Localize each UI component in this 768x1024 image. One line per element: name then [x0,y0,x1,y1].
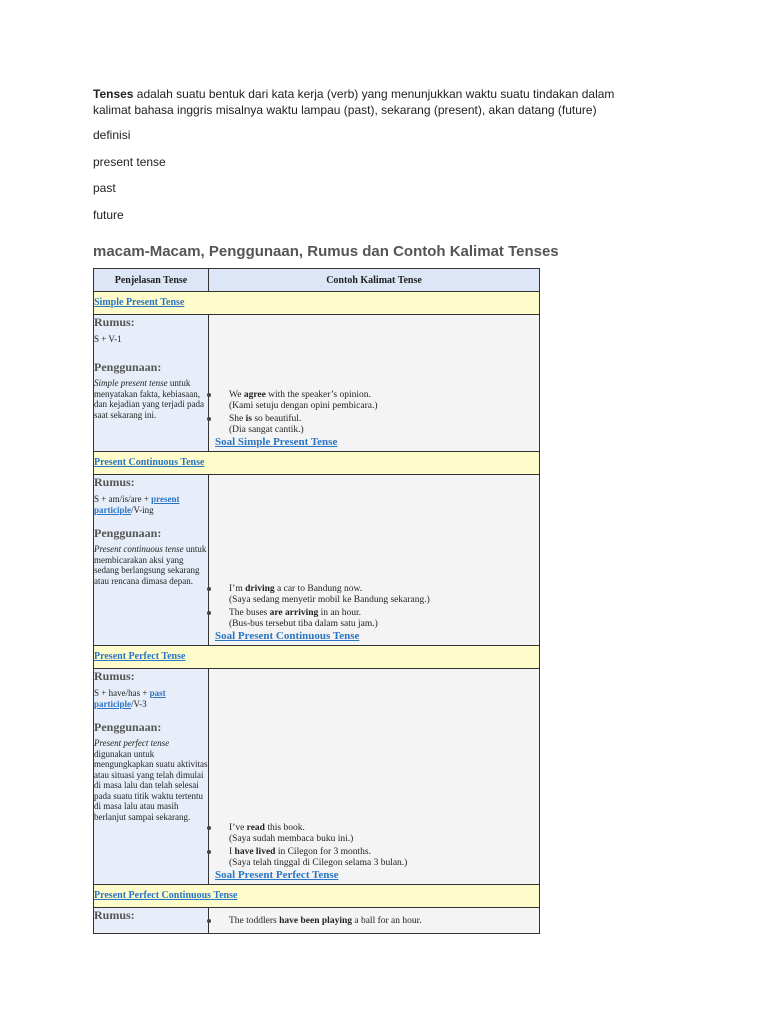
bullet-icon [207,919,211,923]
soal-link[interactable]: Soal Simple Present Tense [215,436,338,448]
section-heading: macam-Macam, Penggunaan, Rumus dan Contoh Kalimat Tenses [93,243,559,260]
section-header [94,292,540,315]
explanation-cell [94,475,209,646]
example-item: The buses are arriving in an hour. (Bus-bus tersebut tiba dalam satu jam.) [209,608,539,630]
explanation-cell [94,315,209,452]
bullet-icon [207,826,211,830]
soal-link[interactable]: Soal Present Perfect Tense [215,869,339,881]
rumus-label: Rumus: [94,315,135,329]
bullet-icon [207,587,211,591]
usage-description: Present perfect tense digunakan untuk mengungkapkan suatu aktivitas atau situasi yang telah dimulai di masa lalu dan telah selesai pada suatu titik waktu tertentu di masa lalu atau masih berlanjut sampai sekarang. [94,738,208,822]
penggunaan-label: Penggunaan: [94,719,162,734]
section-link-present-perfect-continuous[interactable]: Present Perfect Continuous Tense [94,890,238,901]
soal-link[interactable]: Soal Present Continuous Tense [215,630,360,642]
bullet-icon [207,393,211,397]
example-item: I’m driving a car to Bandung now. (Saya sedang menyetir mobil ke Bandung sekarang.) [209,584,539,606]
usage-description: Present continuous tense untuk membicarakan aksi yang sedang berlangsung sekarang atau rencana dimasa depan. [94,544,207,586]
section-header [94,885,540,908]
col-header-contoh: Contoh Kalimat Tense [209,269,540,292]
col-header-penjelasan: Penjelasan Tense [94,269,209,292]
rumus-label: Rumus: [94,669,135,683]
future-text: future [93,208,124,222]
section-link-present-perfect[interactable]: Present Perfect Tense [94,651,186,662]
intro-text: adalah suatu bentuk dari kata kerja (verb) yang menunjukkan waktu suatu tindakan dalam kalimat bahasa inggris misalnya waktu lampau (past), sekarang (present), akan datang (future) [93,87,615,117]
penggunaan-label: Penggunaan: [94,525,162,540]
example-item: She is so beautiful. (Dia sangat cantik.) [209,414,539,436]
formula: S + have/has + past participle/V-3 [94,687,166,709]
explanation-cell [94,669,209,885]
example-item: I have lived in Cilegon for 3 months. (Saya telah tinggal di Cilegon selama 3 bulan.) [209,847,539,869]
section-link-simple-present[interactable]: Simple Present Tense [94,297,185,308]
section-header [94,646,540,669]
example-item: The toddlers have been playing a ball for an hour. [209,916,422,927]
formula: S + am/is/are + present participle/V-ing [94,493,180,515]
usage-description: Simple present tense untuk menyatakan fakta, kebiasaan, dan kejadian yang terjadi pada saat sekarang ini. [94,378,204,420]
tenses-table [93,268,540,934]
explanation-cell [94,908,209,934]
present-tense-text: present tense [93,155,166,169]
definisi-text: definisi [93,128,131,142]
penggunaan-label: Penggunaan: [94,359,162,374]
examples-cell [209,315,540,452]
past-text: past [93,181,116,195]
bullet-icon [207,417,211,421]
intro-bold: Tenses [93,87,134,101]
rumus-label: Rumus: [94,908,135,922]
section-header [94,452,540,475]
intro-paragraph [93,86,653,118]
examples-cell [209,908,540,934]
bullet-icon [207,611,211,615]
examples-cell [209,475,540,646]
section-link-present-continuous[interactable]: Present Continuous Tense [94,457,205,468]
examples-cell [209,669,540,885]
formula: S + V-1 [94,333,122,344]
example-item: We agree with the speaker’s opinion. (Kami setuju dengan opini pembicara.) [209,390,539,412]
example-item: I’ve read this book. (Saya sudah membaca buku ini.) [209,823,539,845]
past-participle-link[interactable]: past participle [94,687,166,709]
present-participle-link[interactable]: present participle [94,493,180,515]
bullet-icon [207,850,211,854]
rumus-label: Rumus: [94,475,135,489]
